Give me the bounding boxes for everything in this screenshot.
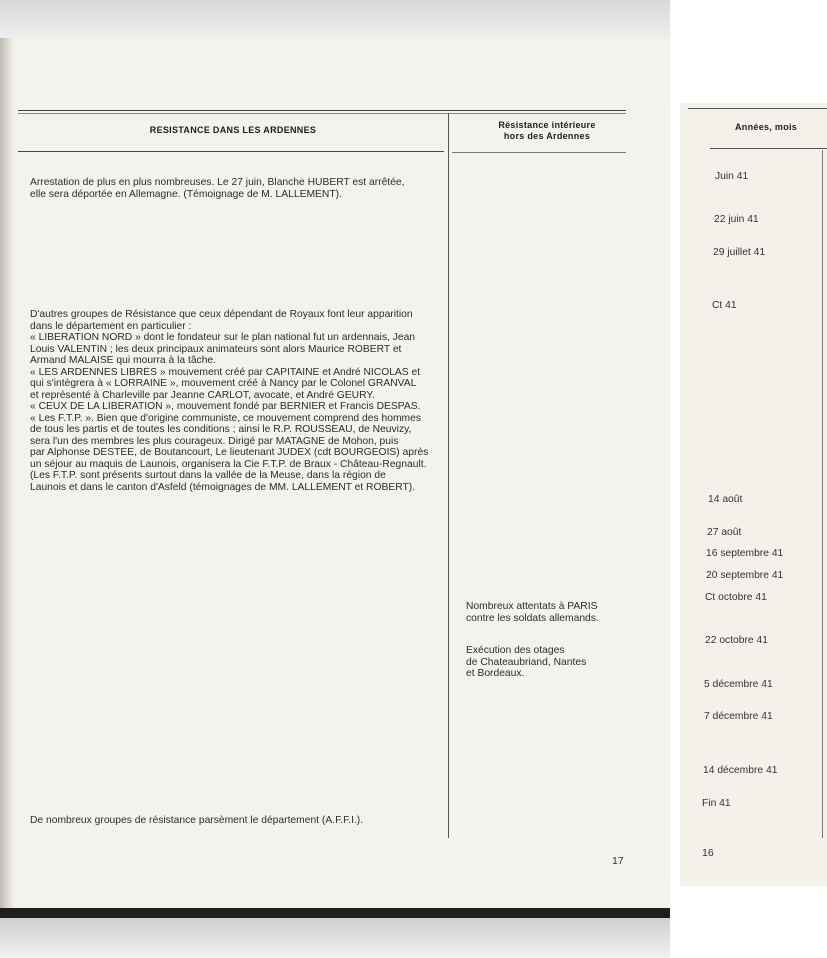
right-column-divider: [822, 150, 823, 838]
text-line: contre les soldats allemands.: [466, 612, 599, 624]
text-line: et Bordeaux.: [466, 668, 525, 679]
header-main: RESISTANCE DANS LES ARDENNES: [149, 125, 317, 135]
table-top-rule-inner: [18, 113, 626, 114]
date-entry: 14 décembre 41: [703, 765, 778, 776]
date-entry: 20 septembre 41: [706, 570, 784, 581]
paragraph-arrestations: [30, 177, 436, 200]
text-line: elle sera déportée en Allemagne. (Témoignage de M. LALLEMENT).: [30, 188, 342, 200]
scan-margin-bottom: [0, 918, 670, 958]
table-top-rule: [18, 110, 626, 111]
page-number-right: 16: [702, 847, 714, 859]
text-line: Exécution des otages: [466, 645, 565, 656]
right-header-rule: [710, 148, 827, 149]
date-entry: 27 août: [707, 527, 742, 538]
text-line: dans le département en particulier :: [30, 320, 192, 332]
paragraph-afi: De nombreux groupes de résistance parsèment le département (A.F.F.I.).: [30, 815, 364, 826]
text-line: « LES ARDENNES LIBRES » mouvement créé par CAPITAINE et André NICOLAS et: [30, 366, 421, 378]
header-col2: [452, 120, 642, 142]
text-line: Nombreux attentats à PARIS: [466, 601, 598, 612]
text-line: « LIBERATION NORD » dont le fondateur sur le plan national fut un ardennais, Jean: [30, 332, 416, 343]
event-attentats-paris: [466, 601, 636, 624]
date-entry: 16 septembre 41: [706, 548, 784, 559]
page-number-left: 17: [612, 855, 624, 867]
text-line: sera l'un des membres les plus courageux. Dirigé par MATAGNE de Mohon, puis: [30, 435, 399, 447]
text-line: et représenté à Charleville par Jeanne CARLOT, avocate, et André GEURY.: [30, 389, 375, 401]
date-entry: 5 décembre 41: [704, 679, 773, 690]
date-entry: 14 août: [708, 494, 743, 505]
header-bottom-rule-col2: [452, 152, 626, 153]
text-line: par Alphonse DESTEE, de Boutancourt, Le lieutenant JUDEX (cdt BOURGEOIS) après: [30, 447, 429, 458]
text-line: « CEUX DE LA LIBERATION », mouvement fondé par BERNIER et Francis DESPAS.: [30, 401, 421, 412]
text-line: Louis VALENTIN ; les deux principaux animateurs sont alors Maurice ROBERT et: [30, 343, 402, 355]
scan-shadow-top: [0, 0, 670, 38]
column-divider: [448, 113, 449, 838]
date-entry: 22 octobre 41: [705, 635, 768, 646]
paragraph-groupes-resistance: [30, 309, 436, 493]
right-header: Années, mois: [735, 122, 798, 132]
date-entry: Fin 41: [702, 798, 731, 809]
text-line: de tous les partis et de toutes les conditions ; ainsi le R.P. ROUSSEAU, de Neuvizy,: [30, 424, 412, 435]
header-col2-line-1: Résistance intérieure: [498, 120, 596, 130]
text-line: Armand MALAISE qui mourra à la tâche.: [30, 355, 217, 366]
text-line: Arrestation de plus en plus nombreuses. Le 27 juin, Blanche HUBERT est arrêtée,: [30, 177, 405, 188]
text-line: de Chateaubriand, Nantes: [466, 656, 587, 668]
event-execution-otages: [466, 645, 636, 680]
header-bottom-rule-main: [18, 151, 444, 152]
text-line: qui s'intègrera à « LORRAINE », mouvement créé à Nancy par le Colonel GRANVAL: [30, 378, 417, 389]
scan-shadow-bottom: [0, 908, 670, 918]
text-line: « Les F.T.P. ». Bien que d'origine communiste, ce mouvement comprend des hommes: [30, 412, 421, 424]
date-entry: 29 juillet 41: [713, 247, 766, 258]
text-line: (Les F.T.P. sont présents surtout dans la vallée de la Meuse, dans la région de: [30, 470, 386, 481]
date-entry: 22 juin 41: [714, 214, 759, 225]
text-line: un séjour au maquis de Launois, organisera la Cie F.T.P. de Braux - Château-Regnault.: [30, 458, 427, 470]
date-entry: Juin 41: [715, 171, 749, 182]
right-table-top-rule: [688, 108, 827, 109]
date-entry: 7 décembre 41: [704, 711, 773, 722]
header-col2-line-2: hors des Ardennes: [503, 131, 591, 141]
text-line: D'autres groupes de Résistance que ceux dépendant de Royaux font leur apparition: [30, 309, 413, 320]
date-entry: Ct octobre 41: [705, 592, 767, 603]
date-entry: Ct 41: [712, 300, 737, 311]
binding-edge: [0, 38, 14, 910]
text-line: Launois et dans le canton d'Asfeld (témoignages de MM. LALLEMENT et ROBERT).: [30, 481, 416, 493]
